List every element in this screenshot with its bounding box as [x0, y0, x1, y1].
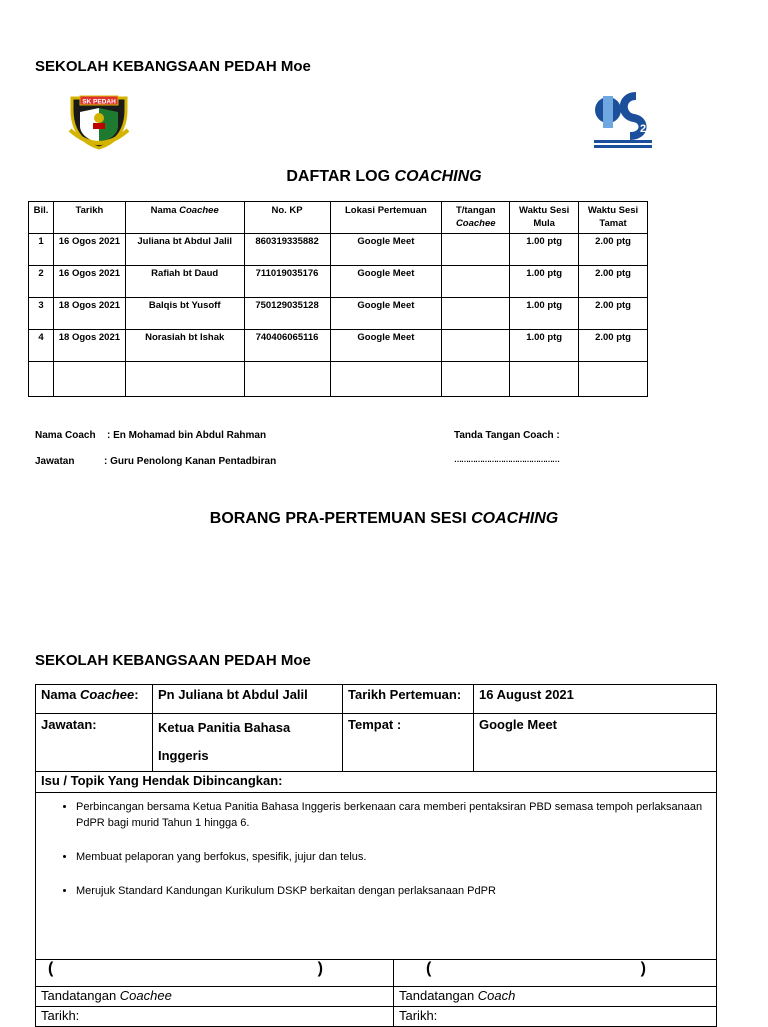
- tandatangan-coach-label: Tandatangan Coach: [399, 988, 516, 1003]
- coach-signature-box: ( ): [426, 960, 646, 977]
- cell-bil: 3: [29, 298, 54, 330]
- cell-lokasi: Google Meet: [330, 298, 442, 330]
- list-item: • Perbincangan bersama Ketua Panitia Bahasa Inggeris berkenaan cara memberi pentaksiran PBD semasa tempoh perlaksanaan PdPR bagi murid Tahun 1 hingga 6.: [76, 799, 716, 831]
- cell-bil: 4: [29, 330, 54, 362]
- isu-topik-label: Isu / Topik Yang Hendak Dibincangkan:: [41, 773, 283, 788]
- cell-ttangan: [442, 266, 510, 298]
- jawatan-value: Ketua Panitia Bahasa Inggeris: [153, 714, 343, 771]
- header-tarikh: Tarikh: [53, 202, 125, 234]
- school-crest-logo: [66, 90, 132, 152]
- cell-ttangan: [442, 298, 510, 330]
- tarikh-pertemuan-value: 16 August 2021: [479, 687, 574, 702]
- ppd-25-logo: [592, 88, 654, 152]
- logo-number: 25: [640, 123, 653, 135]
- header-bil: Bil.: [29, 202, 54, 234]
- table-header-row: [29, 202, 648, 234]
- cell-ttangan: [442, 234, 510, 266]
- table-row: [29, 266, 648, 298]
- form-row-signatures: [35, 959, 717, 986]
- header-waktu-tamat: Waktu Sesi Tamat: [579, 202, 648, 234]
- cell-tarikh: 16 Ogos 2021: [53, 234, 125, 266]
- cell-bil: 2: [29, 266, 54, 298]
- cell-mula: 1.00 ptg: [510, 234, 579, 266]
- cell-lokasi: Google Meet: [330, 330, 442, 362]
- cell-mula: 1.00 ptg: [510, 298, 579, 330]
- table-row: [29, 330, 648, 362]
- log-title: DAFTAR LOG COACHING: [286, 168, 482, 185]
- jawatan-label: Jawatan:: [36, 714, 153, 771]
- crest-banner-text: SK PEDAH: [82, 98, 116, 106]
- cell-kp: 740406065116: [244, 330, 330, 362]
- tarikh-coachee-label: Tarikh:: [36, 1007, 394, 1026]
- header-nokp: No. KP: [244, 202, 330, 234]
- cell-bil: 1: [29, 234, 54, 266]
- list-item: • Membuat pelaporan yang berfokus, spesifik, jujur dan telus.: [76, 849, 716, 865]
- form-row-jawatan: [35, 713, 717, 771]
- cell-kp: 711019035176: [244, 266, 330, 298]
- school-name: SEKOLAH KEBANGSAAN PEDAH Moe: [35, 58, 311, 75]
- coachee-signature-box: ( ): [36, 960, 394, 986]
- form-row-isu-label: [35, 771, 717, 792]
- cell-nama: Norasiah bt Ishak: [125, 330, 244, 362]
- cell-kp: 860319335882: [244, 234, 330, 266]
- form-row-nama: [35, 684, 717, 713]
- tempat-label: Tempat :: [343, 714, 474, 771]
- isu-list: [36, 799, 716, 899]
- school-name-2: SEKOLAH KEBANGSAAN PEDAH Moe: [35, 652, 311, 669]
- cell-tamat: 2.00 ptg: [579, 298, 648, 330]
- tempat-value: Google Meet: [479, 717, 558, 732]
- tandatangan-coachee-label: Tandatangan Coachee: [36, 987, 394, 1006]
- cell-mula: 1.00 ptg: [510, 266, 579, 298]
- table-row: [29, 234, 648, 266]
- header-waktu-mula: Waktu Sesi Mula: [510, 202, 579, 234]
- coach-name-value: : En Mohamad bin Abdul Rahman: [107, 430, 267, 441]
- cell-tamat: 2.00 ptg: [579, 330, 648, 362]
- header-lokasi: Lokasi Pertemuan: [330, 202, 442, 234]
- coach-signature-line: ………………………………………: [454, 455, 559, 464]
- nama-coachee-value: Pn Juliana bt Abdul Jalil: [153, 685, 343, 713]
- cell-tarikh: 18 Ogos 2021: [53, 330, 125, 362]
- coaching-log-table: [28, 201, 648, 397]
- cell-lokasi: Google Meet: [330, 266, 442, 298]
- cell-tarikh: 18 Ogos 2021: [53, 298, 125, 330]
- nama-coachee-label: Nama Coachee:: [36, 685, 153, 713]
- cell-kp: 750129035128: [244, 298, 330, 330]
- list-item: • Merujuk Standard Kandungan Kurikulum DSKP berkaitan dengan perlaksanaan PdPR: [76, 883, 716, 899]
- coach-jawatan-value: : Guru Penolong Kanan Pentadbiran: [104, 456, 277, 467]
- coach-name-label: Nama Coach: [35, 430, 96, 441]
- form-row-tandatangan: [35, 986, 717, 1006]
- table-row: [29, 298, 648, 330]
- cell-lokasi: Google Meet: [330, 234, 442, 266]
- cell-nama: Balqis bt Yusoff: [125, 298, 244, 330]
- cell-tamat: 2.00 ptg: [579, 234, 648, 266]
- cell-mula: 1.00 ptg: [510, 330, 579, 362]
- cell-ttangan: [442, 330, 510, 362]
- cell-nama: Juliana bt Abdul Jalil: [125, 234, 244, 266]
- cell-nama: Rafiah bt Daud: [125, 266, 244, 298]
- coach-signature-label: Tanda Tangan Coach :: [454, 430, 560, 441]
- tarikh-coach-label: Tarikh:: [399, 1008, 438, 1023]
- header-nama: Nama Coachee: [125, 202, 244, 234]
- table-row-empty: [29, 362, 648, 397]
- borang-title: BORANG PRA-PERTEMUAN SESI COACHING: [209, 510, 559, 527]
- cell-tarikh: 16 Ogos 2021: [53, 266, 125, 298]
- coach-jawatan-label: Jawatan: [35, 456, 75, 467]
- header-ttangan: T/tangan Coachee: [442, 202, 510, 234]
- cell-tamat: 2.00 ptg: [579, 266, 648, 298]
- pre-meeting-form: [35, 684, 717, 1027]
- form-row-isu-items: [35, 792, 717, 959]
- tarikh-pertemuan-label: Tarikh Pertemuan:: [343, 685, 474, 713]
